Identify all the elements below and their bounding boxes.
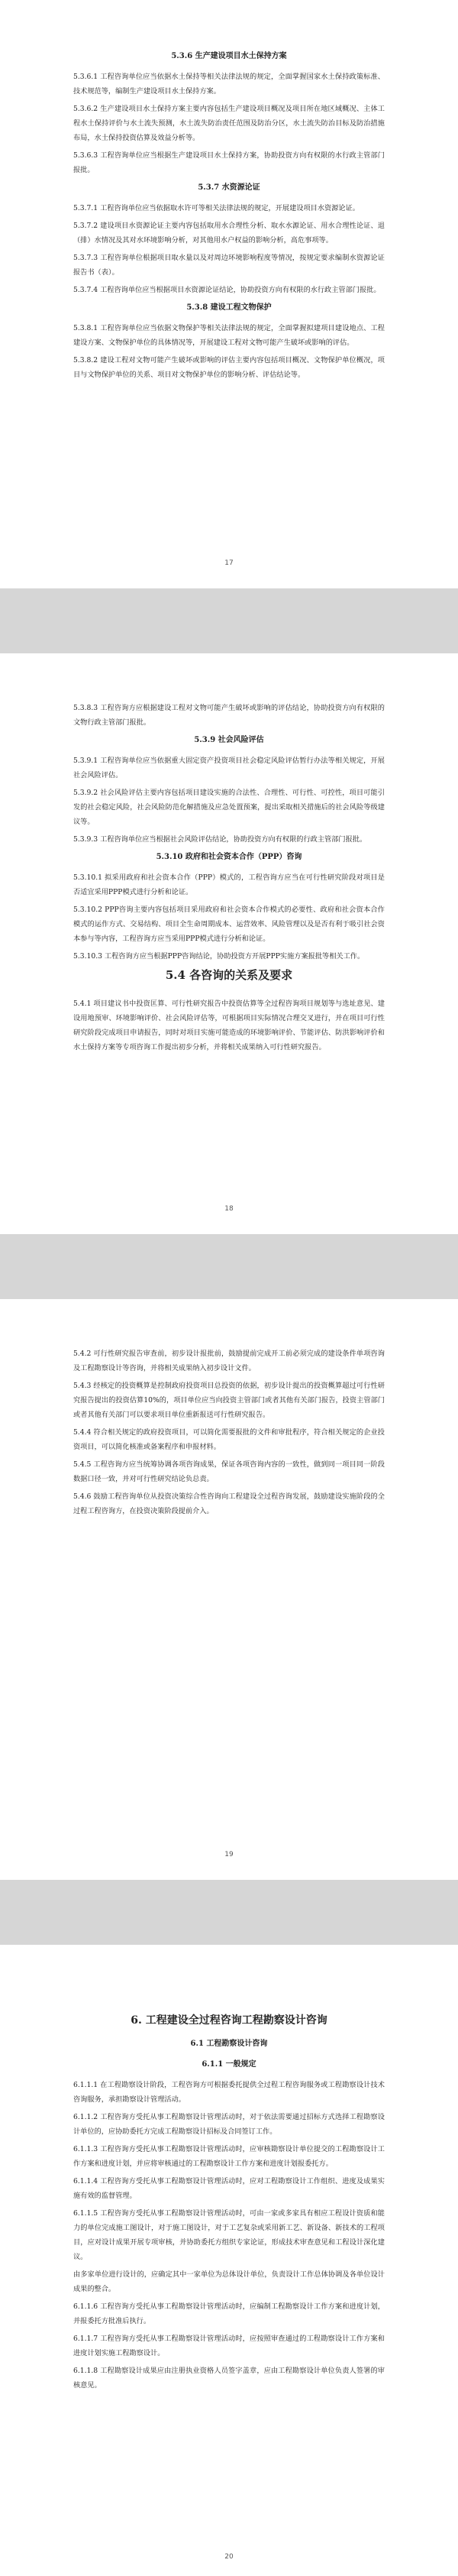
paragraph: 5.3.6.3 工程咨询单位应当根据生产建设项目水土保持方案，协助投资方向有权限的水行政主管部门报批。 (73, 151, 385, 174)
document-page-3 (0, 1299, 458, 1880)
paragraph: 5.3.8.2 建设工程对文物可能产生破坏或影响的评估主要内容包括项目概况、文物保护单位概况，项目与文物保护单位的关系、项目对文物保护单位的影响分析、评估结论等。 (73, 356, 385, 379)
paragraph: 5.4.3 经核定的投资概算是控制政府投资项目总投资的依据，初步设计提出的投资概算超过可行性研究报告提出的投资估算10%的，项目单位应当向投资主管部门或者其他有关部门报告，投资主管部门或者其他有关部门可以要求项目单位重新报送可行性研究报告。 (73, 1382, 385, 1419)
paragraph: 5.3.7.3 工程咨询单位根据项目取水量以及对周边环境影响程度等情况，按规定要求编制水资源论证报告书（表）。 (73, 254, 385, 277)
paragraph: 6.1.1.2 工程咨询方受托从事工程勘察设计管理活动时，对于依法需要通过招标方式选择工程勘察设计单位的，应协助委托方完成工程勘察设计招标及合同签订工作。 (73, 2113, 385, 2136)
paragraph: 6.1.1.4 工程咨询方受托从事工程勘察设计管理活动时，应对工程勘察设计工作组织、进度及成果实施有效的监督管理。 (73, 2177, 385, 2200)
paragraph: 5.3.9.3 工程咨询单位应当根据社会风险评估结论，协助投资方向有权限的行政主管部门报批。 (73, 835, 367, 844)
paragraph: 6.1.1.3 工程咨询方受托从事工程勘察设计管理活动时，应审核勘察设计单位提交的工程勘察设计工作方案和进度计划，并应将审核通过的工程勘察设计工作方案和进度计划报委托方。 (73, 2145, 385, 2168)
section-heading: 5.3.6 生产建设项目水土保持方案 (171, 52, 287, 60)
page-number: 20 (224, 2553, 234, 2561)
paragraph: 6.1.1.1 在工程勘察设计阶段，工程咨询方可根据委托提供全过程工程咨询服务或工程勘察设计技术咨询服务，承担勘察设计管理活动。 (73, 2081, 385, 2104)
section-title: 5.4 各咨询的关系及要求 (165, 968, 293, 982)
paragraph: 5.4.2 可行性研究报告审查前，初步设计报批前，鼓励提前完成开工前必须完成的建设条件单项咨询及工程勘察设计等咨询，并将相关成果纳入初步设计文件。 (73, 1350, 385, 1372)
page-content (73, 701, 385, 1058)
page-number: 17 (224, 559, 234, 567)
document-page-1 (0, 0, 458, 588)
paragraph: 5.3.8.3 工程咨询方应根据建设工程对文物可能产生破坏或影响的评估结论，协助投资方向有权限的文物行政主管部门报批。 (73, 704, 385, 727)
paragraph: 5.3.9.1 工程咨询单位应当依据重大固定资产投资项目社会稳定风险评估暂行办法等相关规定，开展社会风险评估。 (73, 757, 385, 779)
paragraph: 5.4.4 符合相关规定的政府投资项目，可以简化需要报批的文件和审批程序，符合相关规定的企业投资项目，可以简化核准或备案程序和申报材料。 (73, 1428, 385, 1451)
paragraph: 5.3.7.2 建设项目水资源论证主要内容包括取用水合理性分析、取水水源论证、用水合理性论证、退（排）水情况及其对水环境影响分析，对其他用水户权益的影响分析，高危事项等。 (73, 222, 385, 245)
paragraph: 5.4.5 工程咨询方应当统筹协调各项咨询成果，保证各项咨询内容的一致性，做到同一项目同一阶段数据口径一致，并对可行性研究结论负总责。 (73, 1460, 385, 1483)
paragraph: 6.1.1.5 工程咨询方受托从事工程勘察设计管理活动时，可由一家或多家具有相应工程设计资质和能力的单位完成施工图设计，对于施工图设计，对于工艺复杂或采用新工艺、新设备、新技术的工程项目，应对设计成果开展专项审核，并协助委托方组织专家论证，形成技术审查意见和工程设计深化建议。 (73, 2209, 385, 2261)
paragraph: 5.3.7.4 工程咨询单位应当根据项目水资源论证结论，协助投资方向有权限的水行政主管部门报批。 (73, 286, 381, 294)
page-number: 19 (224, 1851, 234, 1858)
section-heading: 5.3.10 政府和社会资本合作（PPP）咨询 (156, 853, 302, 861)
paragraph: 5.3.6.1 工程咨询单位应当依据水土保持等相关法律法规的规定，全面掌握国家水土保持政策标准、技术规范等，编制生产建设项目水土保持方案。 (73, 73, 385, 96)
paragraph: 5.3.10.1 拟采用政府和社会资本合作（PPP）模式的，工程咨询方应当在可行性研究阶段对项目是否适宜采用PPP模式进行分析和论证。 (73, 873, 385, 896)
section-heading: 5.3.8 建设工程文物保护 (186, 303, 272, 312)
paragraph: 由多家单位进行设计的，应确定其中一家单位为总体设计单位，负责设计工作总体协调及各单位设计成果的整合。 (73, 2270, 385, 2293)
paragraph: 5.4.1 项目建议书中投资匡算、可行性研究报告中投资估算等全过程咨询项目规划等与选址意见、建设用地预审、环境影响评价、社会风险评估等，可根据项目实际情况合理交叉进行，并在项目可行性研究阶段完成项目申请报告，同时对项目实施可能造成的环境影响评价、节能评估、防洪影响评价和水土保持方案等专项咨询工作提出初步分析，并将相关成果纳入可行性研究报告。 (73, 1000, 385, 1051)
section-heading: 5.3.7 水资源论证 (198, 183, 260, 192)
page-number: 18 (224, 1205, 234, 1213)
document-page-2 (0, 653, 458, 1234)
section-heading: 6.1 工程勘察设计咨询 (190, 2040, 268, 2048)
page-content (73, 1346, 385, 1521)
paragraph: 6.1.1.6 工程咨询方受托从事工程勘察设计管理活动时，应编制工程勘察设计工作方案和进度计划，并报委托方批准后执行。 (73, 2302, 385, 2325)
page-content (73, 49, 385, 385)
paragraph: 5.3.6.2 生产建设项目水土保持方案主要内容包括生产建设项目概况及项目所在地区域概况、主体工程水土保持评价与水土流失预测，水土流失防治责任范围及防治分区，水土流失防治目标及防治措施布局，水土保持投资估算及效益分析等。 (73, 105, 385, 142)
section-heading: 6.1.1 一般规定 (202, 2060, 256, 2069)
paragraph: 5.3.9.2 社会风险评估主要内容包括项目建设实施的合法性、合理性、可行性、可控性，项目可能引发的社会稳定风险，社会风险防范化解措施及应急处置预案，提出采取相关措施后的社会风险等级建议等。 (73, 789, 385, 826)
paragraph: 6.1.1.7 工程咨询方受托从事工程勘察设计管理活动时，应按照审查通过的工程勘察设计工作方案和进度计划实施工程勘察设计。 (73, 2335, 385, 2357)
paragraph: 5.3.8.1 工程咨询单位应当依据文物保护等相关法律法规的规定，全面掌握拟建项目建设地点、工程建设方案、文物保护单位的具体情况等，开展建设工程对文物可能产生破坏或影响的评估。 (73, 324, 385, 347)
paragraph: 6.1.1.8 工程勘察设计成果应由注册执业资格人员签字盖章，应由工程勘察设计单位负责人签署的审核意见。 (73, 2367, 385, 2390)
paragraph: 5.3.7.1 工程咨询单位应当依据取水许可等相关法律法规的规定，开展建设项目水资源论证。 (73, 204, 360, 212)
paragraph: 5.3.10.3 工程咨询方应当根据PPP咨询结论，协助投资方开展PPP实施方案报批等相关工作。 (73, 952, 365, 961)
page-content (73, 2012, 385, 2396)
chapter-heading: 6. 工程建设全过程咨询工程勘察设计咨询 (131, 2014, 327, 2027)
section-heading: 5.3.9 社会风险评估 (194, 736, 264, 744)
paragraph: 5.3.10.2 PPP咨询主要内容包括项目采用政府和社会资本合作模式的必要性、政府和社会资本合作模式的运作方式、交易结构、项目全生命周期成本、运营效率、风险管理以及是否有利于吸引社会资本参与等内容，工程咨询方应当采用PPP模式进行分析和论证。 (73, 906, 385, 943)
document-page-4 (0, 1945, 458, 2576)
paragraph: 5.4.6 鼓励工程咨询单位从投资决策综合性咨询向工程建设全过程咨询发展，鼓励建设实施阶段的全过程工程咨询方，在投资决策阶段提前介入。 (73, 1492, 385, 1515)
